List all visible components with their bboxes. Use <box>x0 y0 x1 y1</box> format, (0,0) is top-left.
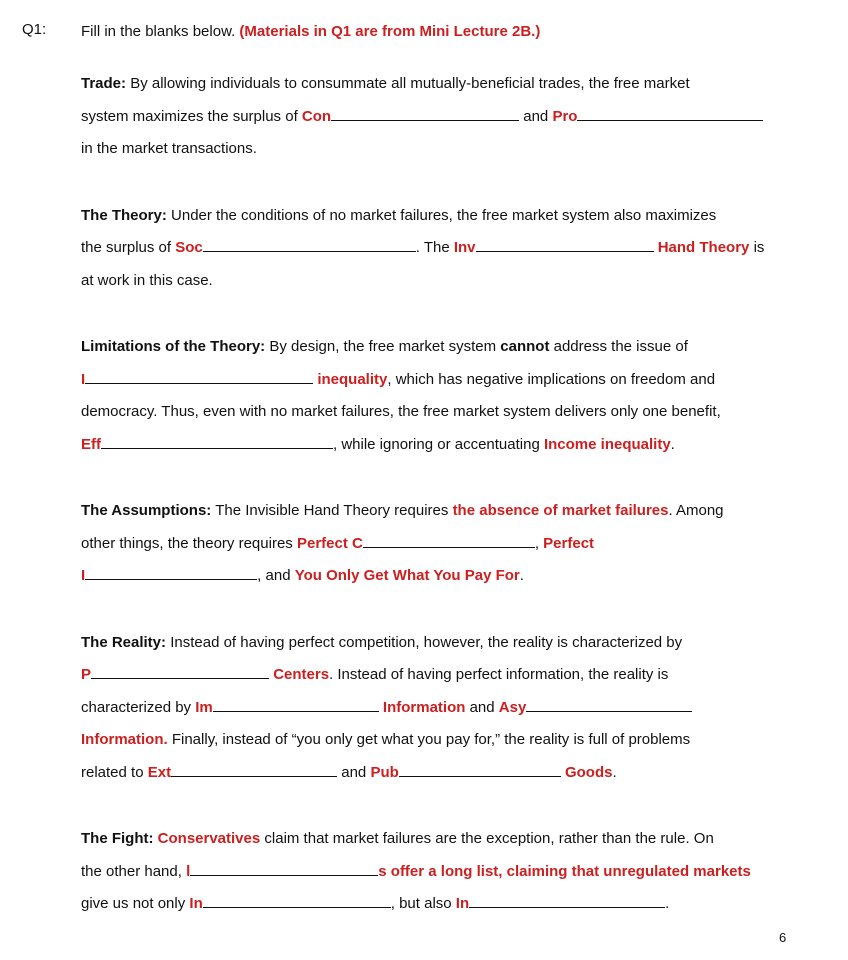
reality-hint-ext: Ext <box>147 763 172 781</box>
reality-text: and <box>469 698 495 716</box>
assumptions-text: The Invisible Hand Theory requires <box>215 502 449 519</box>
section-theory <box>81 205 811 303</box>
blank-information[interactable] <box>85 565 257 580</box>
blank-consumer[interactable] <box>331 106 519 121</box>
fight-hint-in-2: In <box>455 895 470 912</box>
limitations-hint-eff: Eff <box>81 435 101 453</box>
theory-text: the surplus of <box>81 239 172 256</box>
limitations-text: . <box>670 435 675 453</box>
blank-efficiency[interactable] <box>101 434 333 449</box>
fight-text: claim that market failures are the exception, rather than the rule. On <box>264 830 714 847</box>
theory-text: . The <box>415 239 450 256</box>
question-number: Q1: <box>22 21 47 38</box>
assumptions-text: . <box>519 567 524 584</box>
trade-text: in the market transactions. <box>81 140 257 157</box>
assumptions-text: other things, the theory requires <box>81 534 293 552</box>
assumptions-absence: the absence of market failures <box>452 502 669 519</box>
blank-liberal[interactable] <box>190 861 378 876</box>
assumptions-heading: The Assumptions: <box>81 502 212 519</box>
theory-hint-inv: Inv <box>453 239 476 256</box>
assumptions-hint-i: I <box>81 567 86 584</box>
blank-fight-1[interactable] <box>203 893 391 908</box>
reality-hint-pub: Pub <box>370 763 399 781</box>
reality-text: . Instead of having perfect information, the reality is <box>329 666 669 683</box>
fight-text: , but also <box>390 895 452 912</box>
section-trade <box>81 73 811 171</box>
limitations-cannot: cannot <box>500 338 550 355</box>
trade-text: and <box>523 107 549 125</box>
assumptions-hint-perfect-c: Perfect C <box>296 534 363 552</box>
assumptions-you-pay-for: You Only Get What You Pay For <box>294 567 520 584</box>
reality-text: Finally, instead of “you only get what you pay for,” the reality is full of problems <box>171 731 691 748</box>
limitations-income-inequality: Income inequality <box>543 435 671 453</box>
page-number: 6 <box>779 930 787 945</box>
fight-conservatives: Conservatives <box>157 830 261 847</box>
reality-text: Instead of having perfect competition, however, the reality is characterized by <box>170 633 683 651</box>
reality-hint-im: Im <box>195 698 213 716</box>
limitations-text: address the issue of <box>553 338 688 355</box>
theory-text: is <box>753 239 765 256</box>
trade-hint-pro: Pro <box>552 107 578 125</box>
question-instruction <box>81 21 811 43</box>
theory-text: at work in this case. <box>81 271 213 289</box>
limitations-text: , while ignoring or accentuating <box>333 435 540 453</box>
blank-public[interactable] <box>399 762 561 777</box>
assumptions-perfect: Perfect <box>543 534 595 552</box>
section-assumptions <box>81 500 811 598</box>
theory-heading: The Theory: <box>81 206 167 224</box>
theory-hint-soc: Soc <box>175 239 203 256</box>
limitations-hint-i: I <box>81 370 86 388</box>
trade-hint-con: Con <box>301 107 332 125</box>
reality-text: and <box>341 763 367 781</box>
trade-heading: Trade: <box>81 75 127 92</box>
blank-fight-2[interactable] <box>469 893 665 908</box>
fight-text: give us not only <box>81 895 186 912</box>
reality-text: characterized by <box>81 698 192 716</box>
limitations-inequality: inequality <box>317 370 388 388</box>
theory-text: Under the conditions of no market failures, the free market system also maximizes <box>171 206 717 224</box>
reality-hint-asy: Asy <box>498 698 527 716</box>
blank-producer[interactable] <box>577 106 763 121</box>
blank-externalities[interactable] <box>171 762 337 777</box>
blank-competition[interactable] <box>363 533 535 548</box>
blank-imperfect[interactable] <box>213 697 379 712</box>
fight-text: . <box>665 895 670 912</box>
limitations-text: , which has negative implications on freedom and <box>387 370 716 388</box>
blank-invisible[interactable] <box>476 237 654 252</box>
limitations-heading: Limitations of the Theory: <box>81 338 266 355</box>
question-content <box>81 21 811 960</box>
assumptions-text: . Among <box>668 502 724 519</box>
blank-asymmetric[interactable] <box>526 697 692 712</box>
reality-hint-p: P <box>81 666 92 683</box>
blank-society[interactable] <box>203 237 416 252</box>
instruction-text: Fill in the blanks below. <box>81 23 236 40</box>
reality-text: related to <box>81 763 144 781</box>
fight-heading: The Fight: <box>81 830 154 847</box>
trade-text: By allowing individuals to consummate all mutually-beneficial trades, the free market <box>130 75 690 92</box>
reality-heading: The Reality: <box>81 633 167 651</box>
blank-profit[interactable] <box>91 664 269 679</box>
reality-information: Information. <box>81 731 168 748</box>
section-fight <box>81 828 811 926</box>
limitations-text: By design, the free market system <box>269 338 497 355</box>
limitations-text: democracy. Thus, even with no market failures, the free market system delivers only one benefit, <box>81 403 721 420</box>
assumptions-text: , <box>534 534 539 552</box>
blank-income[interactable] <box>85 369 313 384</box>
section-reality <box>81 632 811 795</box>
trade-text: system maximizes the surplus of <box>81 107 298 125</box>
fight-hint-l: l <box>186 862 191 880</box>
fight-text: s offer a long list, claiming that unregulated markets <box>378 862 751 880</box>
section-limitations <box>81 336 811 466</box>
source-note: (Materials in Q1 are from Mini Lecture 2B.) <box>239 23 541 40</box>
fight-hint-in-1: In <box>189 895 203 912</box>
assumptions-text: , and <box>257 567 291 584</box>
reality-goods: Goods <box>564 763 613 781</box>
theory-hand-theory: Hand Theory <box>657 239 750 256</box>
fight-text: the other hand, <box>81 862 182 880</box>
reality-information: Information <box>382 698 466 716</box>
reality-centers: Centers <box>273 666 330 683</box>
reality-text: . <box>612 763 617 781</box>
